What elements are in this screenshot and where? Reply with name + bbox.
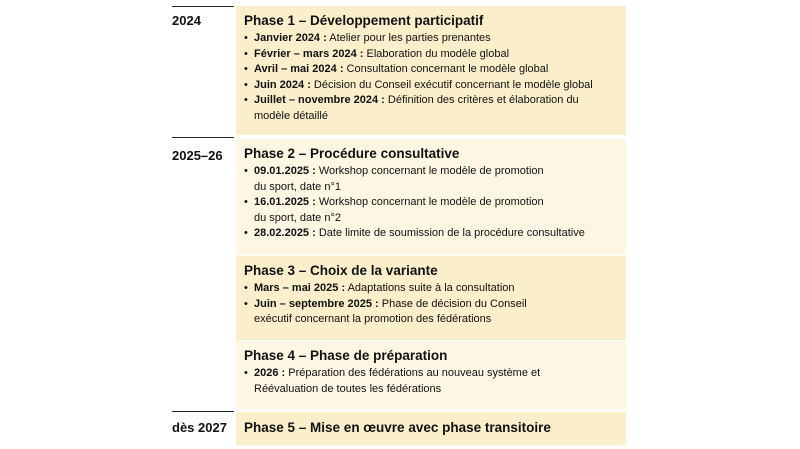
phase-4-title: Phase 4 – Phase de préparation bbox=[244, 348, 448, 363]
phase-4-block bbox=[236, 341, 626, 409]
year-divider-2027 bbox=[172, 411, 234, 412]
phase-1-item-4: • Juin 2024 : Décision du Conseil exécutif concernant le modèle global bbox=[244, 78, 618, 94]
phase-2-item-1: • 09.01.2025 : Workshop concernant le modèle de promotion du sport, date n°1 bbox=[244, 164, 618, 195]
phase-1-item-5: • Juillet – novembre 2024 : Définition des critères et élaboration du modèle détaillé bbox=[244, 93, 618, 124]
phase-4-item-1: • 2026 : Préparation des fédérations au nouveau système et Réévaluation de toutes les fédérations bbox=[244, 366, 618, 397]
phase-5-block bbox=[236, 412, 626, 445]
phase-2-item-3: • 28.02.2025 : Date limite de soumission de la procédure consultative bbox=[244, 226, 618, 242]
phase-3-block bbox=[236, 256, 626, 340]
phase-1-title: Phase 1 – Développement participatif bbox=[244, 13, 484, 28]
year-label-2025-26: 2025–26 bbox=[172, 148, 223, 163]
phase-3-title: Phase 3 – Choix de la variante bbox=[244, 263, 438, 278]
phase-2-title: Phase 2 – Procédure consultative bbox=[244, 146, 460, 161]
phase-3-item-1: • Mars – mai 2025 : Adaptations suite à la consultation bbox=[244, 281, 618, 297]
year-label-2024: 2024 bbox=[172, 13, 201, 28]
year-divider-top bbox=[172, 6, 234, 7]
year-divider-2025 bbox=[172, 137, 234, 138]
phase-1-item-1: • Janvier 2024 : Atelier pour les parties prenantes bbox=[244, 31, 618, 47]
phase-3-item-2: • Juin – septembre 2025 : Phase de décision du Conseil exécutif concernant la promotion des fédérations bbox=[244, 297, 618, 328]
year-label-2027: dès 2027 bbox=[172, 420, 227, 435]
phase-1-block bbox=[236, 6, 626, 135]
phase-5-title: Phase 5 – Mise en œuvre avec phase transitoire bbox=[244, 420, 551, 435]
phase-2-block bbox=[236, 139, 626, 255]
phase-1-item-3: • Avril – mai 2024 : Consultation concernant le modèle global bbox=[244, 62, 618, 78]
phase-2-item-2: • 16.01.2025 : Workshop concernant le modèle de promotion du sport, date n°2 bbox=[244, 195, 618, 226]
phase-1-item-2: • Février – mars 2024 : Elaboration du modèle global bbox=[244, 47, 618, 63]
